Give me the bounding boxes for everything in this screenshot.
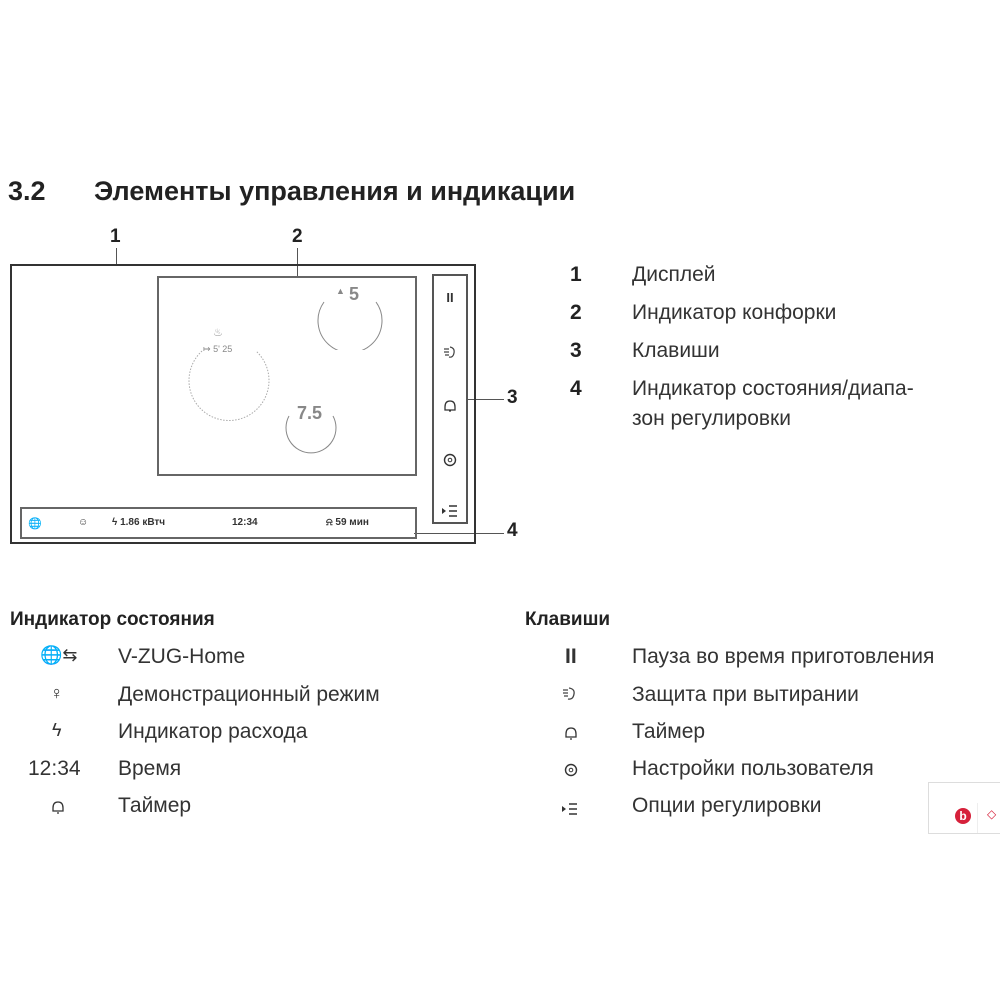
burner-bottom-level[interactable]: 7.5 [297, 403, 323, 423]
lightning-icon: ϟ [52, 720, 62, 740]
demo-mode-icon: ☺ [78, 517, 89, 528]
keys-panel [432, 274, 468, 524]
wipe-protection-key[interactable] [434, 344, 466, 363]
callout-1: 1 [110, 226, 121, 247]
pause-key[interactable]: II [446, 290, 454, 305]
options-list-icon [441, 504, 459, 518]
up-down-arrows-icon: ▲ [336, 286, 345, 296]
gear-icon [442, 452, 458, 468]
legend-item-4-cont: зон регулировки [632, 407, 791, 430]
bell-icon [50, 797, 66, 821]
duration-icon: ↦ [203, 344, 211, 354]
section-title: Элементы управления и индикации [94, 176, 576, 206]
pause-icon: II [565, 645, 577, 668]
callout-3: 3 [507, 387, 518, 408]
time-example: 12:34 [28, 757, 81, 780]
section-heading [8, 176, 575, 207]
cooking-assistant-icon: ♨ [213, 327, 223, 339]
timer-key[interactable] [434, 398, 466, 417]
demo-mode-icon: ♀ [50, 683, 64, 703]
gear-icon [563, 760, 579, 784]
overlay-divider [977, 803, 978, 833]
callout-2: 2 [292, 226, 303, 247]
bell-icon [442, 398, 458, 414]
burner-left-timer[interactable]: ↦ 5' 25 [203, 344, 233, 354]
wipe-protection-icon [442, 344, 458, 360]
burner-indicator-area [157, 276, 417, 476]
energy-indicator: ϟ 1.86 кВтч [112, 517, 166, 528]
overlay-widget[interactable] [928, 782, 1000, 834]
burner-top-right-level[interactable]: 5 [349, 284, 360, 304]
wipe-protection-icon [561, 685, 579, 709]
status-timer: ⍾ 59 мин [326, 517, 369, 528]
section-number: 3.2 [8, 176, 46, 206]
lightning-icon: ϟ [112, 517, 121, 528]
status-indicator-title: Индикатор состояния [10, 609, 215, 630]
network-home-icon: 🌐 [28, 518, 42, 530]
callout-4: 4 [507, 520, 518, 541]
bell-icon [563, 723, 579, 747]
options-key[interactable] [434, 504, 466, 521]
status-bar [20, 507, 417, 539]
beats-logo-icon[interactable]: b [955, 808, 971, 824]
bell-icon: ⍾ [326, 517, 336, 528]
options-list-icon [561, 798, 579, 822]
overlay-icon-2[interactable]: ◇ [987, 807, 997, 821]
status-time: 12:34 [232, 517, 258, 528]
keys-section-title: Клавиши [525, 609, 611, 630]
leader-line-1 [116, 248, 117, 264]
network-home-icon: 🌐⇆ [40, 645, 78, 665]
settings-key[interactable] [434, 452, 466, 471]
